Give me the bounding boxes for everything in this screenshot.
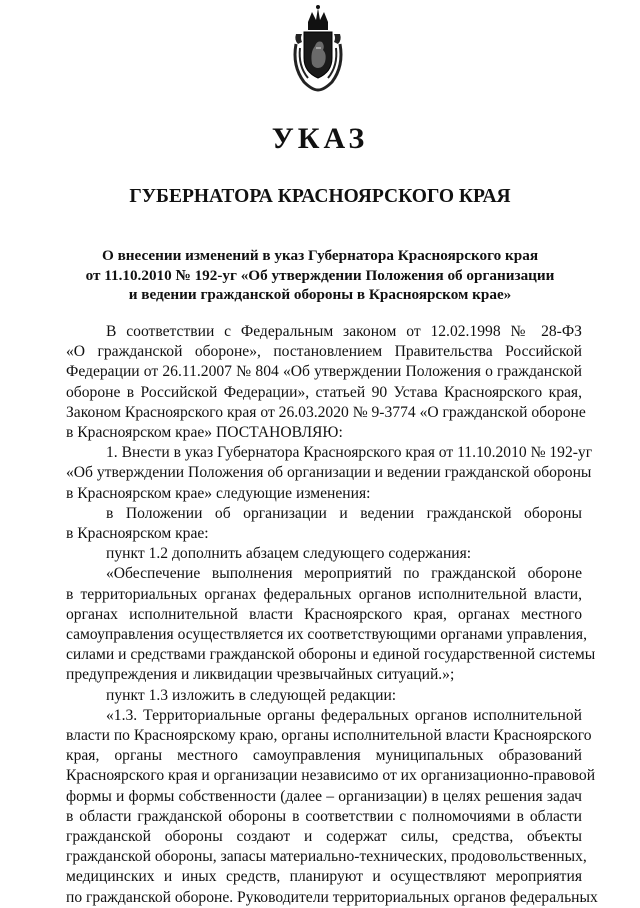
body-line: Красноярского края и организации независимо от их организационно-правовой [66, 767, 596, 785]
decree-heading [60, 246, 580, 305]
body-line: «О гражданской обороне», постановлением Правительства Российской [66, 343, 582, 361]
body-line: Федерации от 26.11.2007 № 804 «Об утверждении Положения о гражданской [66, 363, 582, 381]
body-line: предупреждения и ликвидации чрезвычайных ситуаций.»; [66, 666, 455, 684]
body-line: в Красноярском крае» ПОСТАНОВЛЯЮ: [66, 424, 343, 442]
heading-line: от 11.10.2010 № 192-уг «Об утверждении Положения об организации [85, 266, 555, 284]
document-title: УКАЗ [271, 122, 369, 155]
body-line: В соответствии с Федеральным законом от 12.02.1998 № 28-ФЗ [106, 323, 582, 340]
heading-line: О внесении изменений в указ Губернатора Красноярского края [101, 247, 539, 264]
body-line: края, органы местного самоуправления муниципальных образований [66, 747, 582, 765]
body-line: пункт 1.3 изложить в следующей редакции: [106, 686, 397, 704]
body-line: пункт 1.2 дополнить абзацем следующего содержания: [106, 545, 472, 563]
body-line: власти по Красноярскому краю, органы исполнительной власти Красноярского [66, 727, 592, 745]
document-subtitle: ГУБЕРНАТОРА КРАСНОЯРСКОГО КРАЯ [129, 186, 511, 207]
body-line: «Обеспечение выполнения мероприятий по гражданской обороне [106, 565, 582, 583]
heading-line: и ведении гражданской обороны в Красноярском крае» [128, 286, 512, 303]
body-line: Законом Красноярского края от 26.03.2020 № 9-3774 «О гражданской обороне [66, 403, 586, 421]
body-line: в Положении об организации и ведении гражданской обороны [106, 504, 582, 522]
body-line: «Об утверждении Положения об организации и ведении гражданской обороны [66, 464, 592, 482]
body-line: самоуправления осуществляется их соответствующими органами управления, [66, 626, 587, 644]
body-line: гражданской обороны, запасы материально-технических, продовольственных, [66, 848, 587, 866]
body-line: в Красноярском крае: [66, 525, 209, 543]
body-line: медицинских и иных средств, планируют и осуществляют мероприятия [66, 868, 582, 886]
body-line: по гражданской обороне. Руководители территориальных органов федеральных [66, 888, 598, 906]
body-line: органах исполнительной власти Красноярского края, органах местного [66, 605, 582, 623]
body-line: гражданской обороны создают и содержат силы, средства, объекты [66, 828, 582, 846]
krasnoyarsk-coat-of-arms-icon [290, 4, 346, 92]
body-line: в области гражданской обороны в соответствии с полномочиями в области [66, 807, 582, 825]
decree-body [66, 322, 598, 908]
body-line: силами и средствами гражданской обороны и единой государственной системы [66, 646, 596, 664]
body-line: в территориальных органах федеральных органов исполнительной власти, [66, 585, 582, 603]
body-line: в Красноярском крае» следующие изменения: [66, 484, 371, 502]
body-line: обороне в Российской Федерации», статьей 90 Устава Красноярского края, [66, 383, 582, 401]
body-line: 1. Внести в указ Губернатора Красноярского края от 11.10.2010 № 192-уг [106, 444, 593, 462]
body-line: формы и формы собственности (далее – организации) в целях решения задач [66, 787, 582, 805]
body-line: «1.3. Территориальные органы федеральных органов исполнительной [106, 706, 582, 724]
